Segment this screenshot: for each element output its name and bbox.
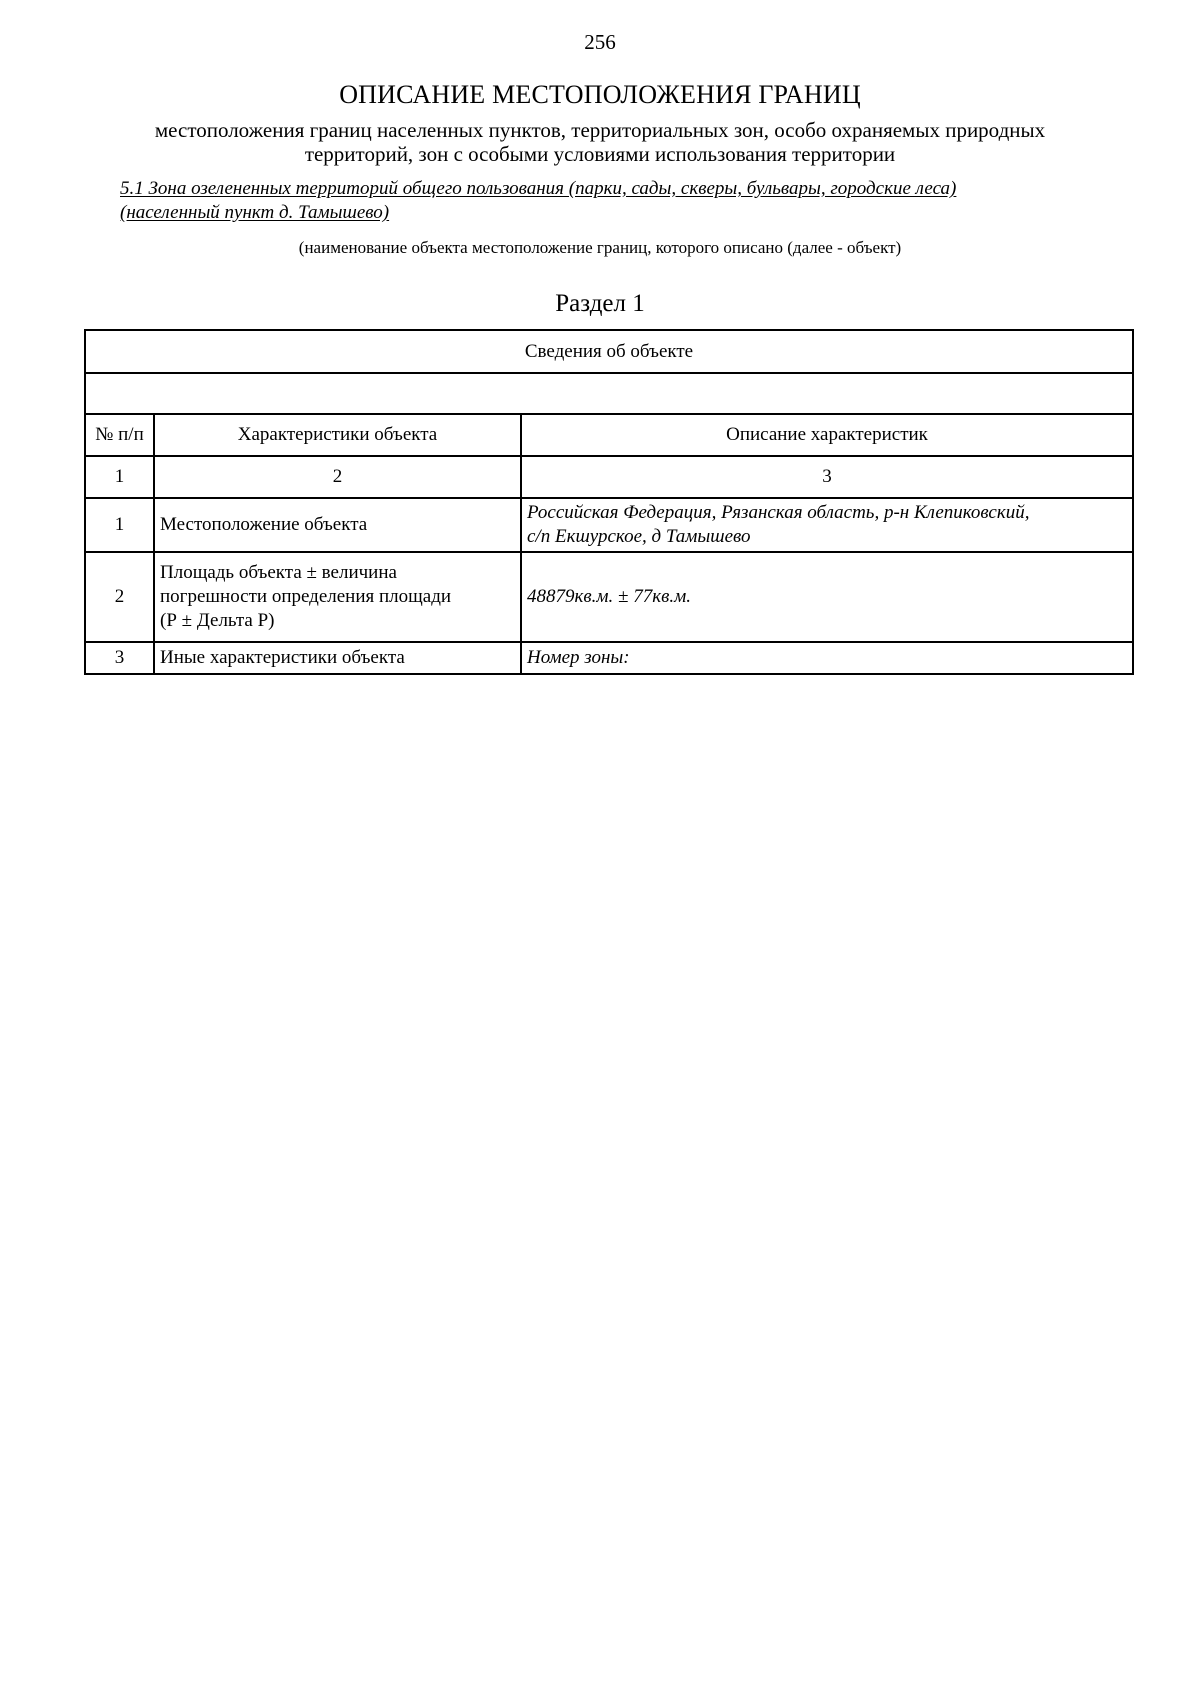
row-description-line: 48879кв.м. ± 77кв.м.	[527, 586, 691, 607]
row-description-line: с/п Екшурское, д Тамышево	[527, 526, 751, 547]
row-number: 2	[85, 552, 154, 642]
object-info-table	[84, 329, 1134, 675]
row-description-line: Российская Федерация, Рязанская область, р-н Клепиковский,	[527, 502, 1030, 523]
document-subtitle	[80, 118, 1120, 166]
column-number-2: 2	[154, 456, 521, 498]
column-number-1: 1	[85, 456, 154, 498]
object-name-line-2: (населенный пункт д. Тамышево)	[120, 202, 390, 223]
subtitle-line-1: местоположения границ населенных пунктов, территориальных зон, особо охраняемых природных	[154, 118, 1046, 142]
row-description	[521, 552, 1133, 642]
column-header-description: Описание характеристик	[521, 414, 1133, 456]
table-row	[85, 552, 1133, 642]
table-empty-row	[85, 373, 1133, 414]
section-title: Раздел 1	[555, 290, 645, 317]
table-column-header-row	[85, 414, 1133, 456]
object-name-line-1: 5.1 Зона озелененных территорий общего пользования (парки, сады, скверы, бульвары, городские леса)	[120, 178, 957, 199]
document-title: ОПИСАНИЕ МЕСТОПОЛОЖЕНИЯ ГРАНИЦ	[339, 80, 861, 109]
row-description	[521, 642, 1133, 674]
row-characteristic-line: погрешности определения площади	[160, 586, 452, 607]
row-number: 1	[85, 498, 154, 552]
table-row	[85, 498, 1133, 552]
row-number: 3	[85, 642, 154, 674]
row-description	[521, 498, 1133, 552]
row-characteristic	[154, 552, 521, 642]
table-empty-cell	[85, 373, 1133, 414]
column-header-characteristic: Характеристики объекта	[154, 414, 521, 456]
subtitle-line-2: территорий, зон с особыми условиями использования территории	[304, 142, 896, 166]
row-characteristic-line: Площадь объекта ± величина	[160, 562, 397, 583]
row-characteristic-line: Иные характеристики объекта	[160, 647, 405, 668]
object-name	[120, 177, 1120, 225]
row-characteristic	[154, 642, 521, 674]
page-number: 256	[584, 30, 616, 54]
column-header-number: № п/п	[85, 414, 154, 456]
row-characteristic	[154, 498, 521, 552]
table-header-row	[85, 330, 1133, 373]
object-name-caption: (наименование объекта местоположение границ, которого описано (далее - объект)	[298, 238, 902, 257]
column-number-3: 3	[521, 456, 1133, 498]
row-characteristic-line: Местоположение объекта	[160, 514, 368, 535]
row-characteristic-line: (Р ± Дельта Р)	[160, 610, 275, 631]
table-header: Сведения об объекте	[85, 330, 1133, 373]
table-row	[85, 642, 1133, 674]
row-description-line: Номер зоны:	[527, 647, 630, 668]
table-column-number-row	[85, 456, 1133, 498]
